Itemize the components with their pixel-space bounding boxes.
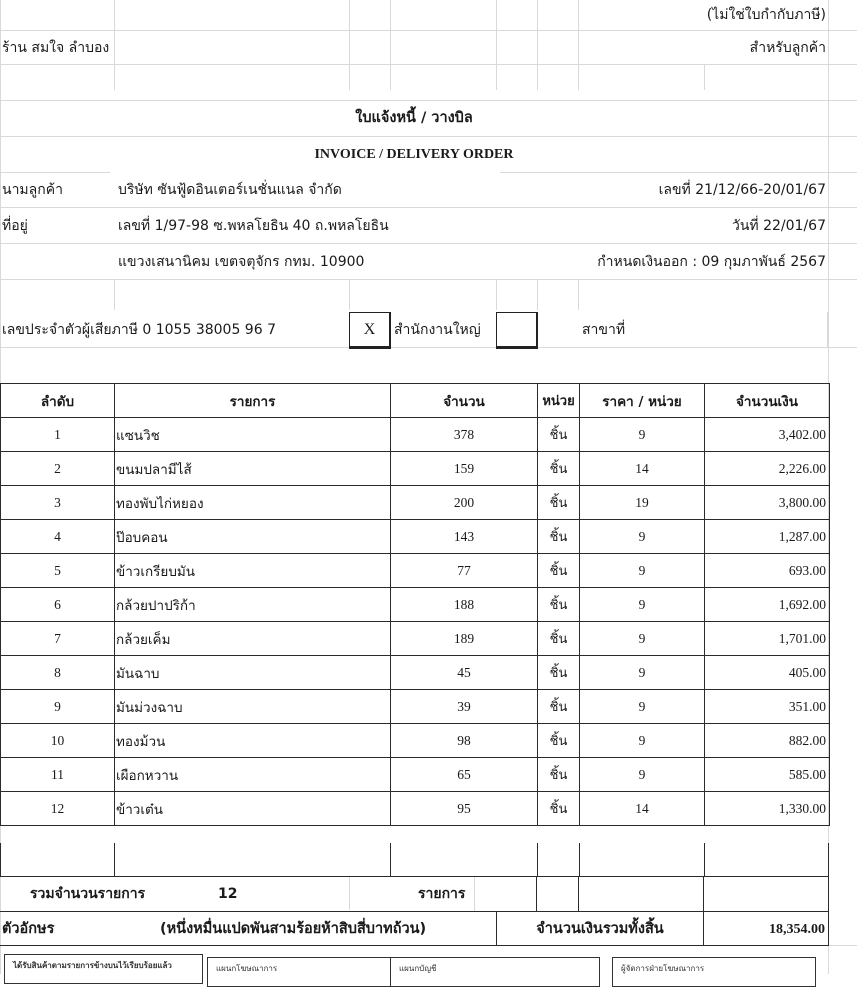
item-name: มันฉาบ — [115, 656, 391, 690]
item-quantity: 159 — [391, 452, 538, 486]
column-header-price: ราคา / หน่วย — [580, 384, 705, 418]
document-title-en: INVOICE / DELIVERY ORDER — [314, 147, 514, 162]
item-quantity: 45 — [391, 656, 538, 690]
received-label: ได้รับสินค้าตามรายการข้างบนไว้เรียบร้อยแล้ว — [13, 961, 172, 970]
branch-label: สาขาที่ — [582, 322, 626, 338]
item-unit-price: 9 — [580, 554, 705, 588]
table-row — [1, 520, 830, 554]
received-confirmation-box — [4, 954, 203, 984]
cell-divider — [537, 843, 538, 876]
row-number: 1 — [1, 418, 115, 452]
document-date: วันที่ 22/01/67 — [732, 218, 826, 234]
not-tax-invoice-note: (ไม่ใช่ใบกำกับภาษี) — [706, 7, 826, 23]
column-header-no: ลำดับ — [1, 384, 115, 418]
item-unit-price: 9 — [580, 690, 705, 724]
item-name: ทองม้วน — [115, 724, 391, 758]
document-title-th: ใบแจ้งหนี้ / วางบิล — [355, 110, 473, 126]
item-unit: ชิ้น — [538, 792, 580, 826]
table-row — [1, 622, 830, 656]
item-unit: ชิ้น — [538, 554, 580, 588]
item-name: ทองพับไก่หยอง — [115, 486, 391, 520]
table-row — [1, 792, 830, 826]
blank-row — [0, 843, 829, 877]
item-unit-price: 9 — [580, 724, 705, 758]
department-box-2 — [390, 957, 600, 987]
gridline — [390, 0, 391, 90]
item-unit-price: 9 — [580, 418, 705, 452]
item-amount: 693.00 — [705, 554, 830, 588]
gridline — [0, 279, 857, 280]
gridline — [0, 64, 857, 65]
row-number: 10 — [1, 724, 115, 758]
item-amount: 1,287.00 — [705, 520, 830, 554]
branch-checkbox[interactable] — [496, 312, 538, 349]
table-row — [1, 486, 830, 520]
row-number: 3 — [1, 486, 115, 520]
row-number: 9 — [1, 690, 115, 724]
gridline — [578, 0, 579, 90]
item-name: มันม่วงฉาบ — [115, 690, 391, 724]
item-name: ข้าวเต๋น — [115, 792, 391, 826]
department-1-label: แผนกโฆษณาการ — [216, 964, 278, 973]
customer-name-value: บริษัท ซันฟู้ดอินเตอร์เนชั่นแนล จำกัด — [118, 182, 342, 198]
gridline — [0, 207, 857, 208]
cell-divider — [114, 843, 115, 876]
item-name: กล้วยปาปริก้า — [115, 588, 391, 622]
table-row — [1, 758, 830, 792]
item-unit-price: 9 — [580, 656, 705, 690]
cell-divider — [703, 912, 704, 945]
cell-divider — [704, 843, 705, 876]
table-row — [1, 554, 830, 588]
gridline — [500, 172, 857, 173]
gridline — [704, 64, 705, 90]
item-quantity: 143 — [391, 520, 538, 554]
item-amount: 3,402.00 — [705, 418, 830, 452]
gridline — [496, 280, 497, 310]
gridline — [349, 0, 350, 90]
item-name: ข้าวเกรียบมัน — [115, 554, 391, 588]
total-items-value: 12 — [218, 886, 238, 902]
item-amount: 1,692.00 — [705, 588, 830, 622]
total-items-unit: รายการ — [418, 886, 466, 902]
item-unit-price: 9 — [580, 622, 705, 656]
item-unit: ชิ้น — [538, 452, 580, 486]
table-row — [1, 656, 830, 690]
address-line-2: แขวงเสนานิคม เขตจตุจักร กทม. 10900 — [118, 254, 365, 270]
gridline — [114, 280, 115, 310]
gridline — [0, 100, 857, 101]
item-unit-price: 14 — [580, 452, 705, 486]
item-amount: 2,226.00 — [705, 452, 830, 486]
column-header-amount: จำนวนเงิน — [705, 384, 830, 418]
item-unit: ชิ้น — [538, 690, 580, 724]
row-number: 8 — [1, 656, 115, 690]
row-number: 6 — [1, 588, 115, 622]
item-unit: ชิ้น — [538, 622, 580, 656]
item-quantity: 39 — [391, 690, 538, 724]
table-header-row — [1, 384, 830, 418]
row-number: 11 — [1, 758, 115, 792]
department-box-1 — [207, 957, 392, 987]
column-header-qty: จำนวน — [391, 384, 538, 418]
gridline — [578, 280, 579, 310]
cell-divider — [390, 843, 391, 876]
payment-due-date: กำหนดเงินออก : 09 กุมภาพันธ์ 2567 — [597, 254, 826, 270]
gridline — [0, 243, 857, 244]
table-row — [1, 724, 830, 758]
item-quantity: 378 — [391, 418, 538, 452]
item-amount: 3,800.00 — [705, 486, 830, 520]
item-unit: ชิ้น — [538, 486, 580, 520]
item-unit: ชิ้น — [538, 656, 580, 690]
table-row — [1, 690, 830, 724]
department-2-label: แผนกบัญชี — [399, 964, 437, 973]
manager-label: ผู้จัดการฝ่ายโฆษณาการ — [621, 964, 705, 973]
item-unit: ชิ้น — [538, 520, 580, 554]
gridline — [496, 0, 497, 90]
item-amount: 882.00 — [705, 724, 830, 758]
gridline — [349, 280, 350, 310]
row-number: 2 — [1, 452, 115, 486]
head-office-checkbox[interactable]: X — [349, 312, 391, 349]
gridline — [0, 347, 857, 348]
item-name: แซนวิช — [115, 418, 391, 452]
total-items-label: รวมจำนวนรายการ — [30, 886, 146, 902]
item-quantity: 95 — [391, 792, 538, 826]
item-amount: 585.00 — [705, 758, 830, 792]
row-number: 12 — [1, 792, 115, 826]
item-unit: ชิ้น — [538, 588, 580, 622]
head-office-label: สำนักงานใหญ่ — [394, 322, 481, 338]
row-number: 5 — [1, 554, 115, 588]
gridline — [537, 0, 538, 90]
cell-divider — [578, 877, 579, 911]
item-quantity: 77 — [391, 554, 538, 588]
address-label: ที่อยู่ — [2, 218, 28, 234]
gridline — [114, 0, 115, 90]
cell-divider — [536, 877, 537, 911]
shop-name: ร้าน สมใจ ลำบอง — [2, 40, 110, 56]
item-name: เผือกหวาน — [115, 758, 391, 792]
gridline — [0, 30, 857, 31]
copy-for-label: สำหรับลูกค้า — [749, 40, 826, 56]
manager-box — [612, 957, 816, 987]
item-quantity: 98 — [391, 724, 538, 758]
item-quantity: 200 — [391, 486, 538, 520]
table-row — [1, 588, 830, 622]
customer-name-label: นามลูกค้า — [2, 182, 63, 198]
item-amount: 1,330.00 — [705, 792, 830, 826]
table-row — [1, 452, 830, 486]
item-amount: 405.00 — [705, 656, 830, 690]
item-unit-price: 9 — [580, 588, 705, 622]
row-number: 4 — [1, 520, 115, 554]
column-header-unit: หน่วย — [538, 384, 580, 418]
row-number: 7 — [1, 622, 115, 656]
item-unit: ชิ้น — [538, 418, 580, 452]
address-line-1: เลขที่ 1/97-98 ซ.พหลโยธิน 40 ถ.พหลโยธิน — [118, 218, 389, 234]
item-name: กล้วยเค็ม — [115, 622, 391, 656]
document-number: เลขที่ 21/12/66-20/01/67 — [658, 182, 826, 198]
column-header-item: รายการ — [115, 384, 391, 418]
cell-divider — [703, 877, 704, 911]
gridline — [474, 877, 475, 911]
item-unit-price: 9 — [580, 758, 705, 792]
item-unit: ชิ้น — [538, 724, 580, 758]
item-amount: 351.00 — [705, 690, 830, 724]
tax-id: เลขประจำตัวผู้เสียภาษี 0 1055 38005 96 7 — [2, 322, 276, 338]
gridline — [537, 280, 538, 310]
grand-total-value: 18,354.00 — [769, 922, 825, 937]
item-amount: 1,701.00 — [705, 622, 830, 656]
item-unit-price: 14 — [580, 792, 705, 826]
item-unit-price: 9 — [580, 520, 705, 554]
item-name: ป๊อบคอน — [115, 520, 391, 554]
grand-total-label: จำนวนเงินรวมทั้งสิ้น — [536, 921, 664, 937]
cell-divider — [579, 843, 580, 876]
gridline — [0, 136, 857, 137]
item-quantity: 188 — [391, 588, 538, 622]
items-table — [0, 383, 830, 826]
item-unit-price: 19 — [580, 486, 705, 520]
item-quantity: 189 — [391, 622, 538, 656]
gridline — [0, 172, 110, 173]
amount-in-words-label: ตัวอักษร — [2, 921, 55, 937]
item-quantity: 65 — [391, 758, 538, 792]
amount-in-words-value: (หนึ่งหมื่นแปดพันสามร้อยห้าสิบสี่บาทถ้วน) — [160, 921, 427, 937]
table-row — [1, 418, 830, 452]
item-unit: ชิ้น — [538, 758, 580, 792]
item-name: ขนมปลามีไส้ — [115, 452, 391, 486]
